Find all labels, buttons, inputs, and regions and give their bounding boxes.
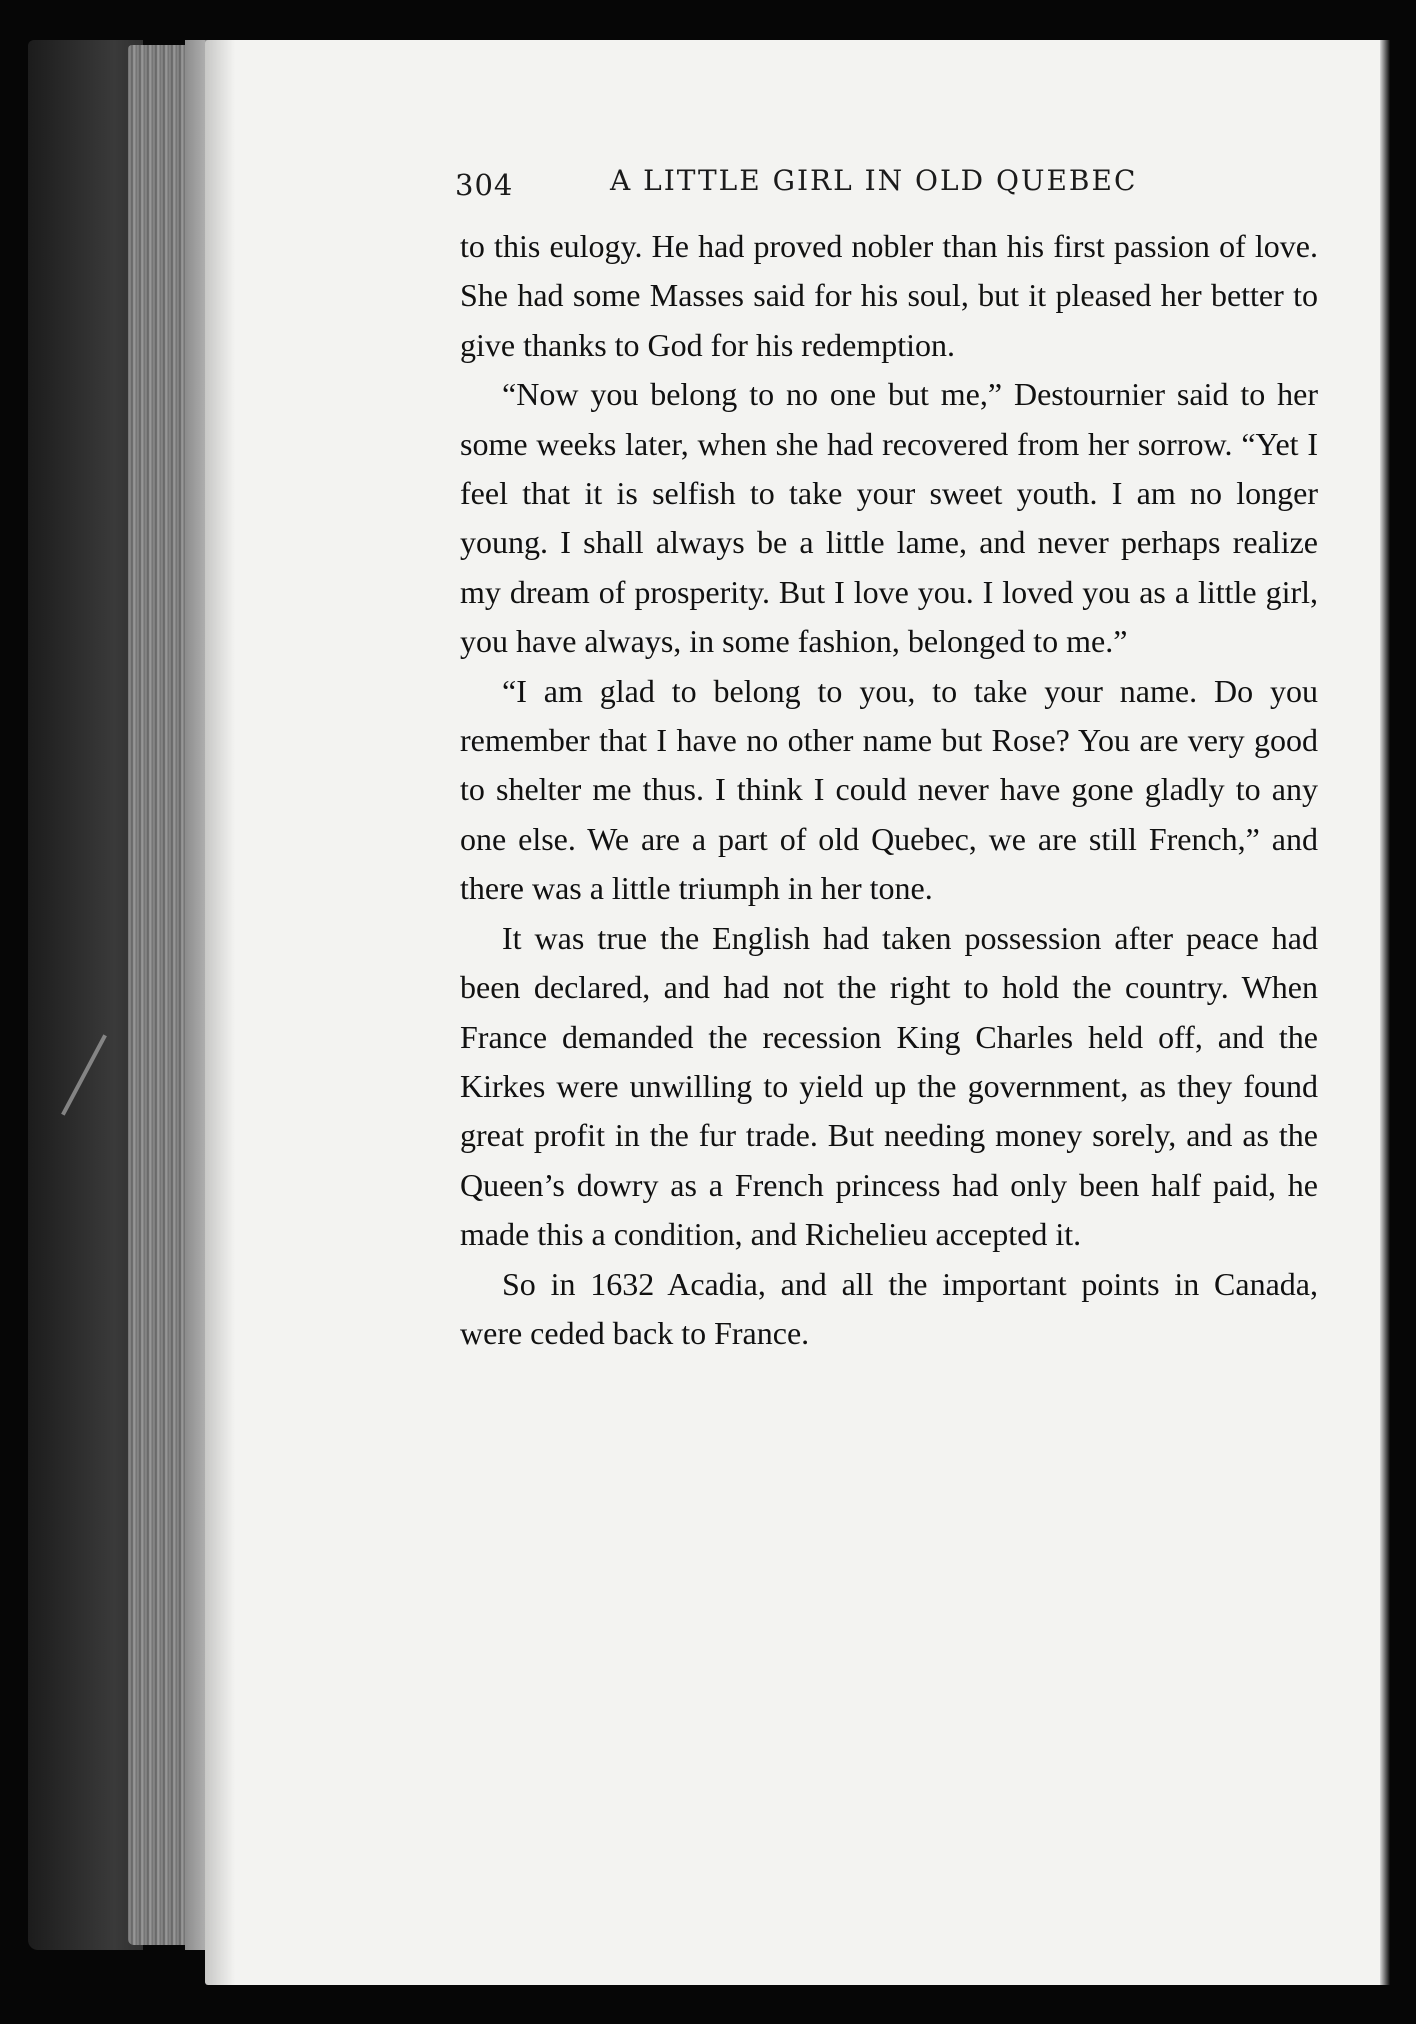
- body-text: [460, 222, 1318, 1358]
- paragraph: So in 1632 Acadia, and all the important points in Canada, were ceded back to France.: [460, 1265, 1318, 1351]
- running-title: A LITTLE GIRL IN OLD QUEBEC: [610, 164, 1138, 197]
- page-right-edge: [1380, 40, 1390, 1985]
- page-number: 304: [455, 168, 514, 202]
- paragraph-continued: to this eulogy. He had proved nobler than his first passion of love. She had some Masses said for his soul, but it pleased her better to give thanks to God for his redemption.: [460, 228, 1318, 363]
- page-gutter-shadow: [205, 40, 235, 1985]
- book-cover-edge: [28, 40, 143, 1950]
- paragraph: It was true the English had taken possession after peace had been declared, and had not the right to hold the country. When France demanded the recession King Charles held off, and the Kirkes were unwilling to yield up the government, as they found great profit in the fur trade. But needing money sorely, and as the Queen’s dowry as a French princess had only been half paid, he made this a condition, and Richelieu accepted it.: [460, 919, 1318, 1253]
- paragraph: “Now you belong to no one but me,” Destournier said to her some weeks later, when she had recovered from her sorrow. “Yet I feel that it is selfish to take your sweet youth. I am no longer young. I shall always be a little lame, and never perhaps realize my dream of prosperity. But I love you. I loved you as a little girl, you have always, in some fashion, belonged to me.”: [460, 376, 1318, 660]
- paragraph: “I am glad to belong to you, to take your name. Do you remember that I have no other name but Rose? You are very good to shelter me thus. I think I could never have gone gladly to any one else. We are a part of old Quebec, we are still French,” and there was a little triumph in her tone.: [460, 672, 1318, 907]
- running-header: [455, 164, 1325, 208]
